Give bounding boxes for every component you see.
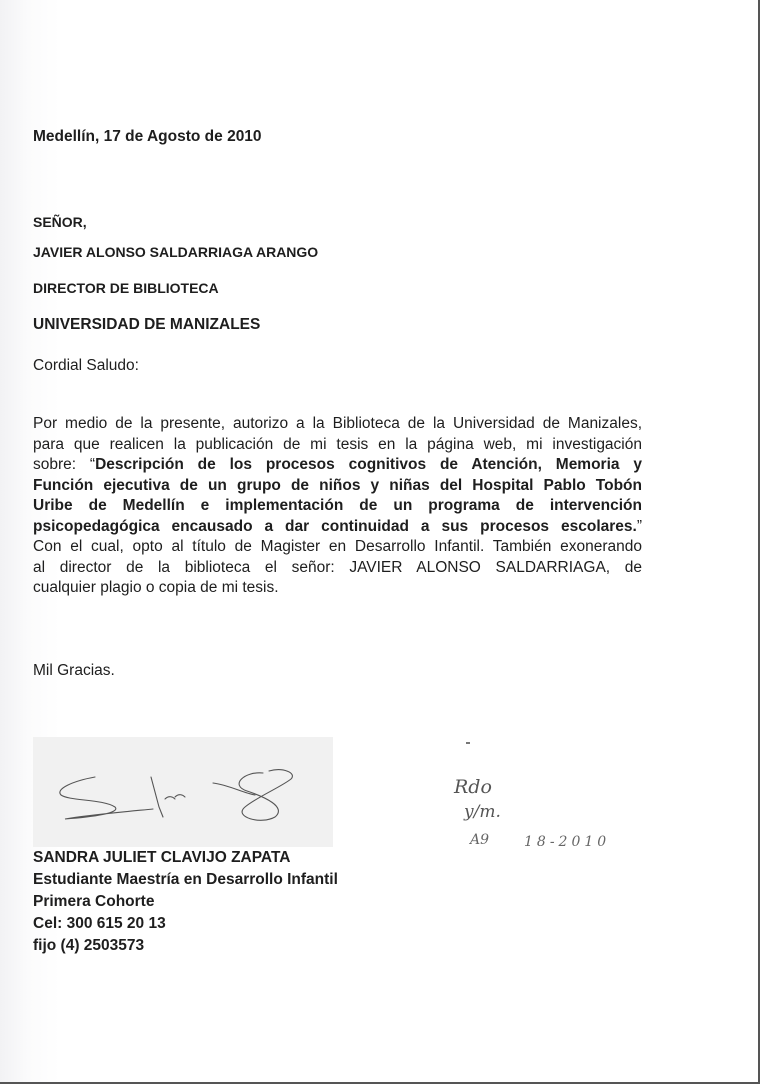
note-line-2: y/m. bbox=[464, 802, 501, 822]
body-line: Con el cual, opto al título de Magister en Desarrollo Infantil. También exonerando bbox=[33, 538, 642, 555]
thesis-title: Descripción de los procesos cognitivos de Atención, Memoria y bbox=[95, 456, 642, 473]
signer-cohort: Primera Cohorte bbox=[33, 893, 155, 910]
date-line: Medellín, 17 de Agosto de 2010 bbox=[33, 128, 262, 145]
signer-cell: Cel: 300 615 20 13 bbox=[33, 915, 166, 932]
signer-name: SANDRA JULIET CLAVIJO ZAPATA bbox=[33, 849, 291, 866]
note-line-3: A9 bbox=[470, 832, 490, 848]
recipient-salutation: SEÑOR, bbox=[33, 214, 87, 230]
signer-phone: fijo (4) 2503573 bbox=[33, 937, 145, 954]
body-line: Por medio de la presente, autorizo a la Biblioteca de la Universidad de Manizales, bbox=[33, 415, 642, 432]
body-line bbox=[33, 476, 642, 497]
signer-program: Estudiante Maestría en Desarrollo Infantil bbox=[33, 871, 338, 888]
body-line: cualquier plagio o copia de mi tesis. bbox=[33, 579, 279, 596]
body-line: al director de la biblioteca el señor: JAVIER ALONSO SALDARRIAGA, de bbox=[33, 558, 642, 576]
body-line: sobre: “Descripción de los procesos cognitivos de Atención, Memoria y bbox=[33, 456, 642, 473]
scan-mark bbox=[466, 742, 470, 744]
body-line: para que realicen la publicación de mi tesis en la página web, mi investigación bbox=[33, 435, 642, 453]
thesis-title: Función ejecutiva de un grupo de niños y niñas del Hospital Pablo Tobón bbox=[33, 476, 642, 494]
letter-body bbox=[33, 414, 642, 599]
thesis-title: Uribe de Medellín e implementación de un programa de intervención bbox=[33, 497, 642, 514]
note-line-1: Rdo bbox=[454, 776, 492, 798]
body-line: psicopedagógica encausado a dar continuidad a sus procesos escolares.” bbox=[33, 517, 642, 535]
thesis-title: psicopedagógica encausado a dar continuidad a sus procesos escolares. bbox=[33, 517, 637, 535]
note-date: 18-2010 bbox=[524, 834, 611, 850]
recipient-name: JAVIER ALONSO SALDARRIAGA ARANGO bbox=[33, 244, 319, 260]
recipient-title: DIRECTOR DE BIBLIOTECA bbox=[33, 280, 219, 296]
closing: Mil Gracias. bbox=[33, 662, 115, 679]
greeting: Cordial Saludo: bbox=[33, 357, 139, 374]
body-line bbox=[33, 496, 642, 517]
signature-icon bbox=[33, 737, 333, 847]
recipient-institution: UNIVERSIDAD DE MANIZALES bbox=[33, 316, 261, 333]
signature-area bbox=[33, 737, 333, 847]
